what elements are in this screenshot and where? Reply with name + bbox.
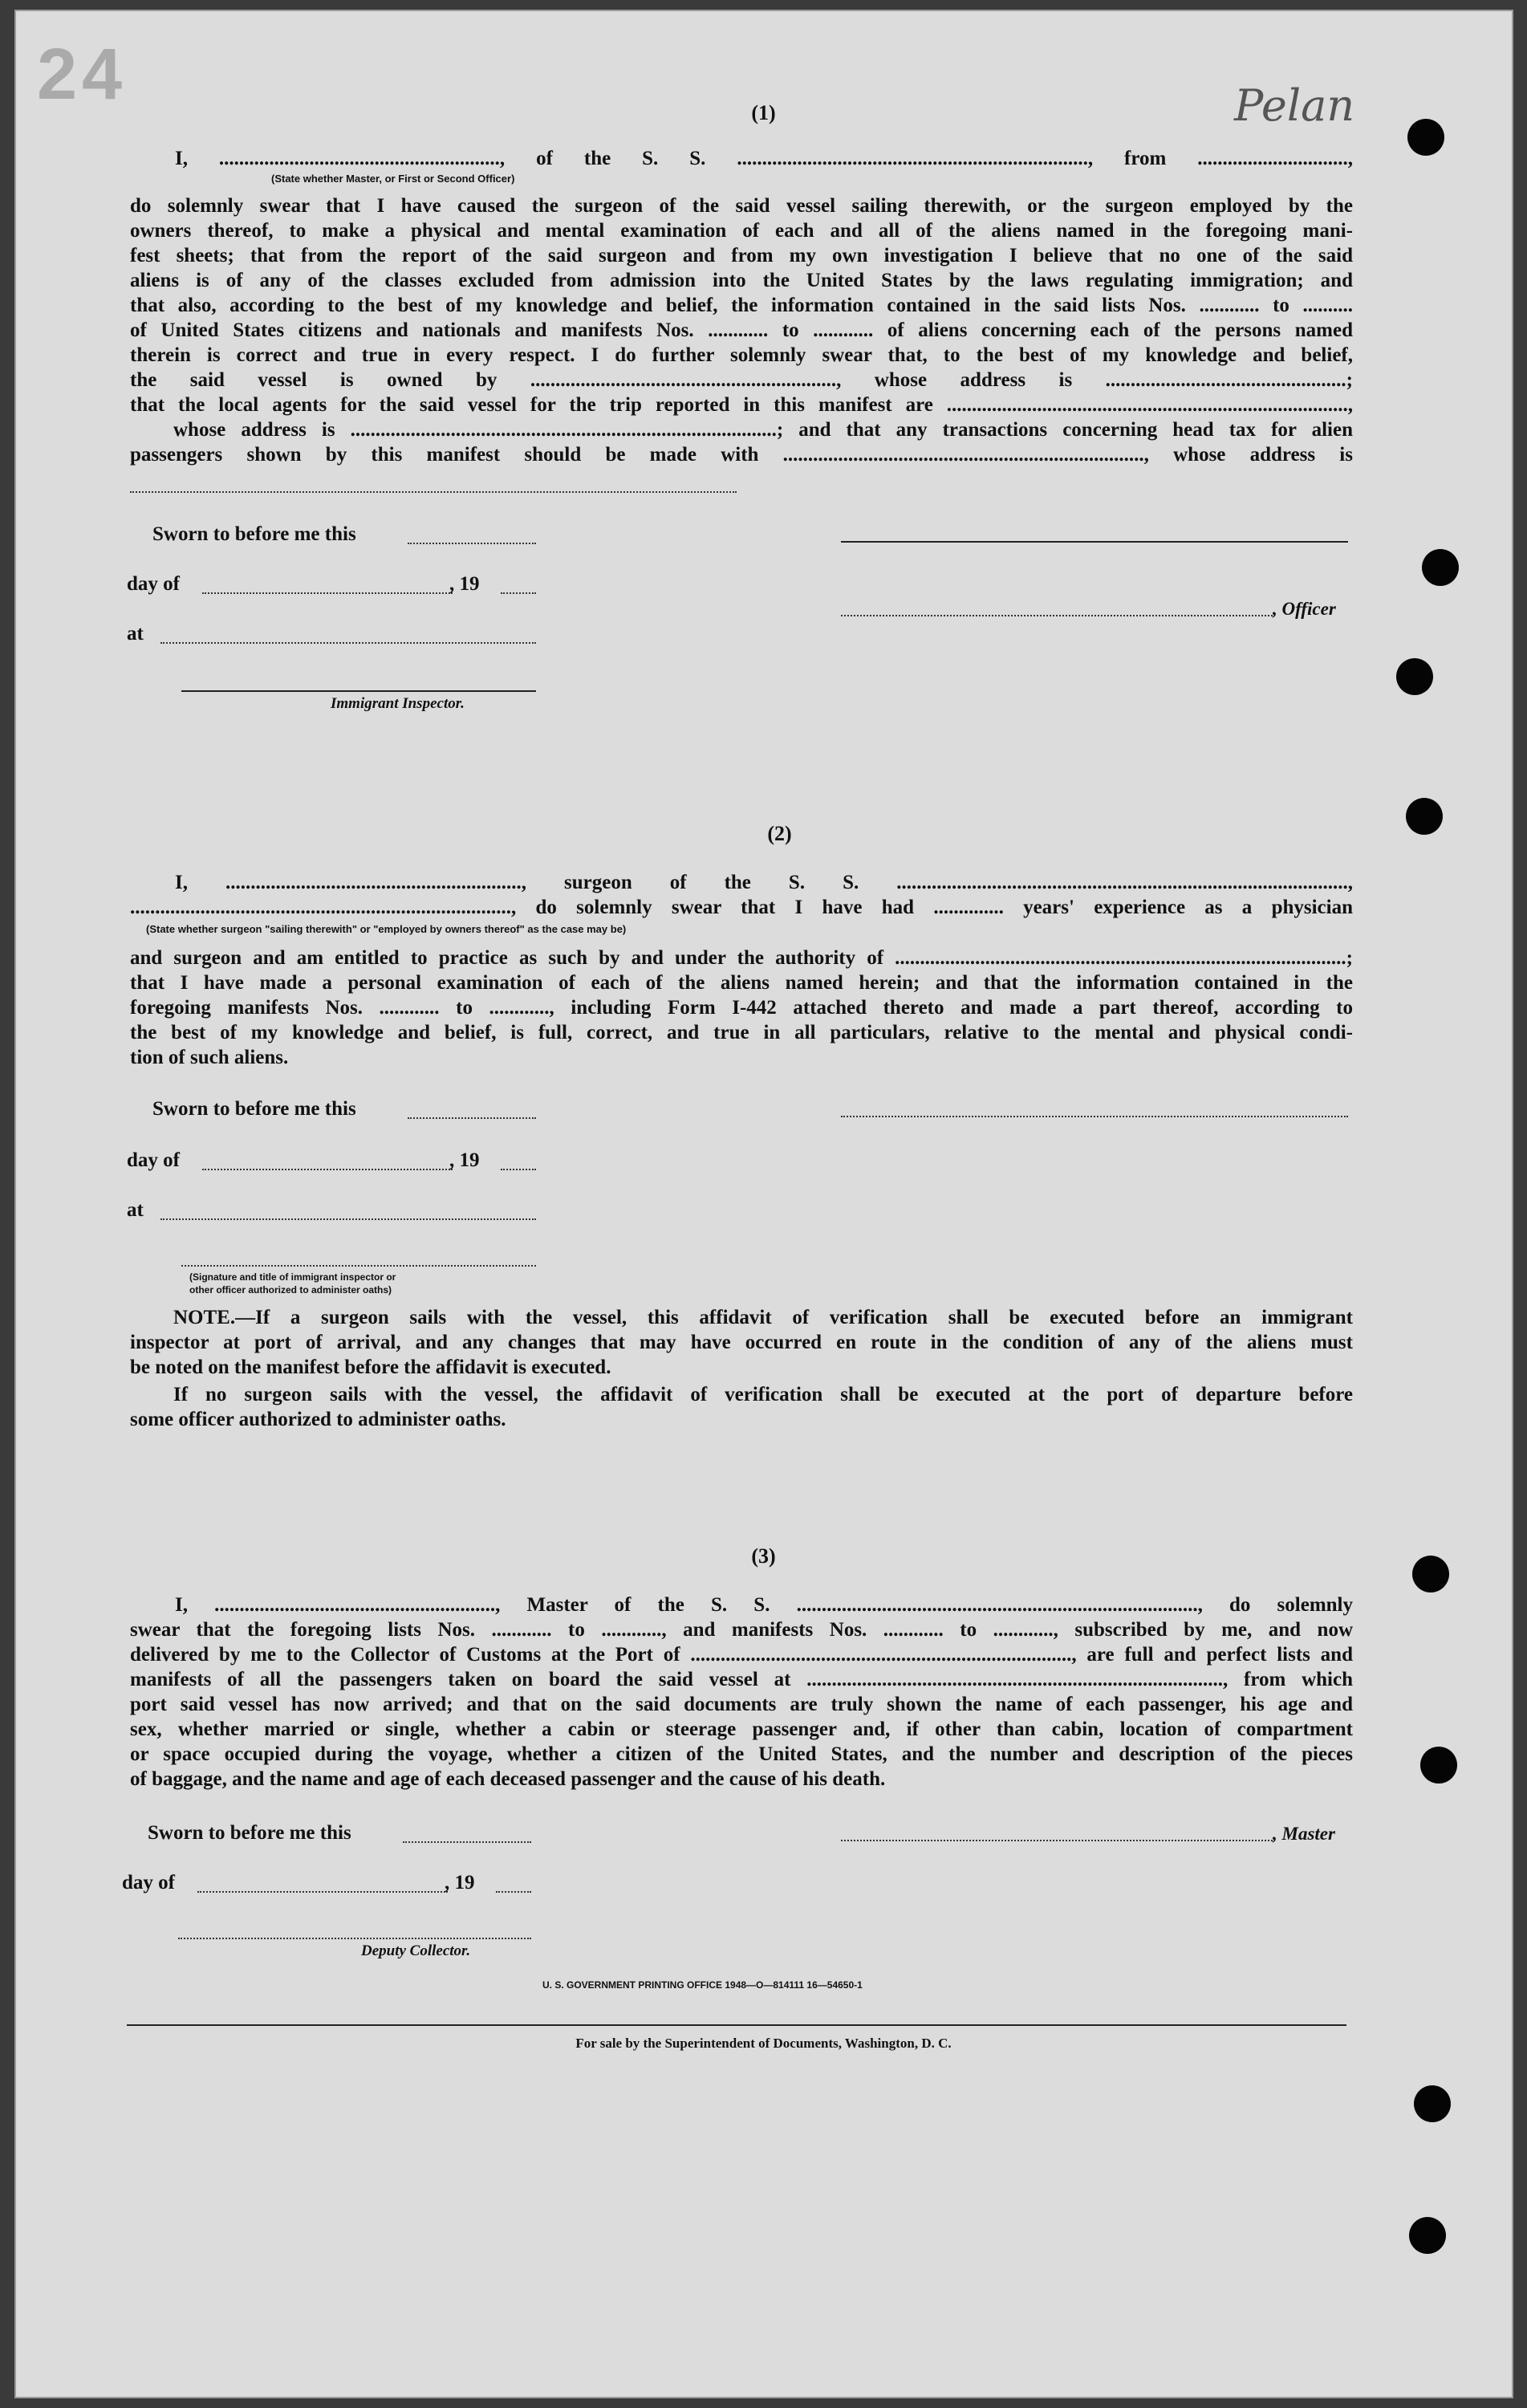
section-3-text: swear that the foregoing lists Nos. ............ to ............, and manifests Nos. ............ to ............, subscribed by me, and now (130, 1619, 1353, 1641)
section-1-text: owners thereof, to make a physical and mental examination of each and all of the aliens named in the foregoing mani- (130, 220, 1353, 242)
signature-caption-2: other officer authorized to administer oaths) (189, 1284, 392, 1296)
at-line (160, 642, 536, 644)
sworn-date-line (408, 1117, 536, 1119)
section-2-number: (2) (767, 822, 792, 845)
surgeon-caption: (State whether surgeon "sailing therewith" or "employed by owners thereof" as the case may be) (146, 923, 627, 935)
section-1-text: that the local agents for the said vessel for the trip reported in this manifest are ................................................................................, (130, 394, 1353, 416)
section-3-text: delivered by me to the Collector of Customs at the Port of ............................................................................, are full and perfect lists and (130, 1644, 1353, 1666)
sworn-label: Sworn to before me this (152, 523, 356, 545)
ghost-page-number: 24 (37, 35, 128, 115)
at-line (160, 1218, 536, 1220)
day-of-label: day of (127, 1149, 180, 1171)
master-label: , Master (1273, 1824, 1335, 1844)
signature-caption-1: (Signature and title of immigrant inspector or (189, 1271, 396, 1283)
officer-label: , Officer (1273, 599, 1336, 619)
at-label: at (127, 1199, 144, 1221)
day-of-label: day of (127, 573, 180, 595)
binder-hole (1409, 2217, 1446, 2254)
section-3-number: (3) (751, 1544, 776, 1568)
year-label: , 19 (445, 1872, 475, 1893)
section-3-text: I, ........................................................, Master of the S. S. ................................................................................, do solemnly (175, 1594, 1353, 1616)
section-1-text: aliens is of any of the classes excluded from admission into the United States by the laws regulating immigration; and (130, 270, 1353, 291)
section-2-text: foregoing manifests Nos. ............ to ............, including Form I-442 attached thereto and made a part thereof, according to (130, 997, 1353, 1019)
note-text: some officer authorized to administer oaths. (130, 1409, 506, 1430)
note-text: If no surgeon sails with the vessel, the affidavit of verification shall be executed at the port of departure before (173, 1384, 1353, 1405)
footer-rule (127, 2024, 1346, 2026)
at-label: at (127, 623, 144, 645)
footer-text: For sale by the Superintendent of Documents, Washington, D. C. (575, 2036, 952, 2051)
margin-note: Pelan (1234, 80, 1355, 131)
year-line (496, 1891, 531, 1893)
section-2-line-2: ............................................................................, do solemnly swear that I have had .............. years' experience as a physician (130, 897, 1353, 918)
deputy-collector-label: Deputy Collector. (361, 1942, 471, 1959)
year-line (501, 1169, 536, 1170)
binder-hole (1420, 1747, 1457, 1784)
note-text: inspector at port of arrival, and any changes that may have occurred en route in the condition of any of the aliens must (130, 1332, 1353, 1353)
binder-hole (1422, 549, 1459, 586)
section-1-text: of United States citizens and nationals and manifests Nos. ............ to ............ of aliens concerning each of the persons named (130, 319, 1353, 341)
year-line (501, 592, 536, 594)
sworn-label: Sworn to before me this (152, 1098, 356, 1120)
day-line (197, 1891, 448, 1893)
deputy-signature-line (178, 1938, 531, 1939)
section-1-number: (1) (751, 101, 776, 124)
year-label: , 19 (449, 573, 480, 595)
section-2-line-1: I, ..........................................................., surgeon of the S. S. .........................................................................................., (175, 872, 1353, 893)
surgeon-signature-line (841, 1116, 1348, 1117)
binder-hole (1414, 2085, 1451, 2122)
sworn-label: Sworn to before me this (148, 1822, 351, 1844)
section-1-text: therein is correct and true in every respect. I do further solemnly swear that, to the best of my knowledge and belief, (130, 344, 1353, 366)
printing-office-line: U. S. GOVERNMENT PRINTING OFFICE 1948—O—814111 16—54650-1 (542, 1979, 863, 1991)
section-3-text: manifests of all the passengers taken on board the said vessel at ..................................................................................., from which (130, 1669, 1353, 1690)
sworn-date-line (403, 1841, 531, 1843)
section-3-text: sex, whether married or single, whether a cabin or steerage passenger and, if other than cabin, location of compartment (130, 1719, 1353, 1740)
officer-caption: (State whether Master, or First or Second Officer) (271, 173, 515, 185)
section-3-text: of baggage, and the name and age of each deceased passenger and the cause of his death. (130, 1768, 886, 1790)
section-2-text: that I have made a personal examination of each of the aliens named herein; and that the information contained in the (130, 972, 1353, 994)
section-3-text: port said vessel has now arrived; and that on the said documents are truly shown the name of each passenger, his age and (130, 1694, 1353, 1715)
master-signature-line (841, 1840, 1273, 1841)
section-2-text: the best of my knowledge and belief, is full, correct, and true in all particulars, relative to the mental and physical condi- (130, 1022, 1353, 1043)
section-1-line-1: I, ........................................................, of the S. S. ......................................................................, from .............................., (175, 148, 1353, 169)
section-1-text: that also, according to the best of my knowledge and belief, the information contained in the said lists Nos. ............ to .......... (130, 295, 1353, 316)
section-3-text: or space occupied during the voyage, whether a citizen of the United States, and the number and description of the pieces (130, 1743, 1353, 1765)
section-2-text: tion of such aliens. (130, 1047, 289, 1068)
officer-signature-line (841, 541, 1348, 543)
section-1-text: passengers shown by this manifest should be made with ........................................................................, whose address is (130, 444, 1353, 466)
year-label: , 19 (449, 1149, 480, 1171)
binder-hole (1396, 658, 1433, 695)
inspector-signature-line (181, 690, 536, 692)
address-line (130, 491, 737, 493)
section-1-text: fest sheets; that from the report of the said surgeon and from my own investigation I believe that no one of the said (130, 245, 1353, 266)
section-1-text: the said vessel is owned by ............................................................., whose address is ................................................; (130, 369, 1353, 391)
section-2-text: and surgeon and am entitled to practice as such by and under the authority of ..........................................................................................; (130, 947, 1353, 969)
officer-name-line (841, 615, 1273, 616)
day-line (202, 592, 453, 594)
note-text: NOTE.—If a surgeon sails with the vessel, this affidavit of verification shall be executed before an immigrant (173, 1307, 1353, 1328)
immigrant-inspector-label: Immigrant Inspector. (331, 695, 465, 712)
inspector-signature-line (181, 1265, 536, 1267)
day-line (202, 1169, 453, 1170)
day-of-label: day of (122, 1872, 175, 1893)
section-1-text: whose address is .....................................................................................; and that any transactions concerning head tax for alien (173, 419, 1353, 441)
note-text: be noted on the manifest before the affidavit is executed. (130, 1357, 611, 1378)
sworn-date-line (408, 543, 536, 544)
section-1-text: do solemnly swear that I have caused the surgeon of the said vessel sailing therewith, or the surgeon employed by the (130, 195, 1353, 217)
